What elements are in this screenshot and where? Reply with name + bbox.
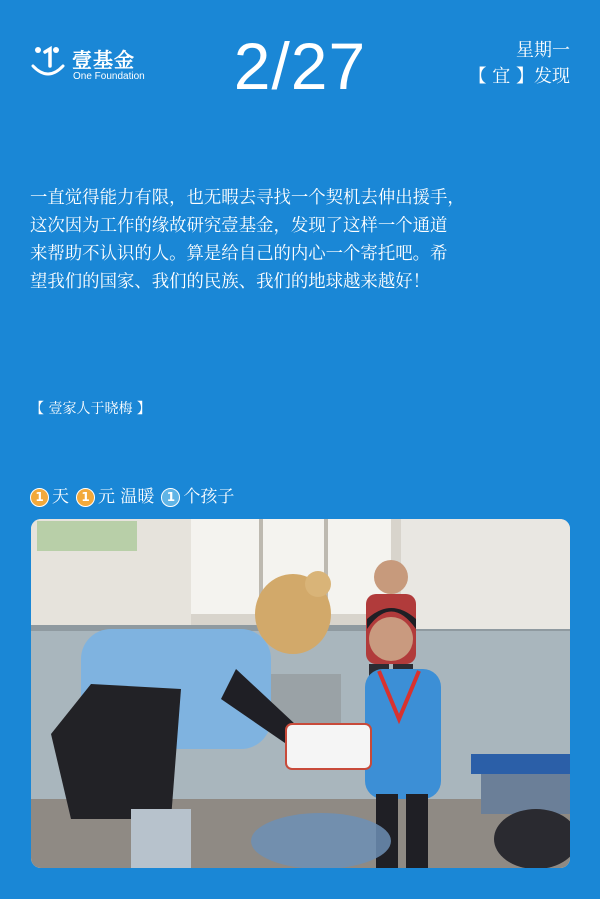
brand-name-cn: 壹基金	[72, 48, 135, 72]
slogan-word: 天	[52, 487, 69, 507]
quote-text	[30, 184, 575, 296]
weekday: 星期一	[516, 40, 570, 61]
slogan	[30, 486, 241, 508]
volunteer-photo	[31, 519, 570, 868]
brand-name-en: One Foundation	[73, 71, 145, 82]
quote-line: 这次因为工作的缘故研究壹基金，发现了这样一个通道	[30, 216, 448, 236]
photo-illustration	[31, 519, 570, 868]
day-info	[469, 38, 570, 90]
quote-line: 一直觉得能力有限，也无暇去寻找一个契机去伸出援手，	[30, 188, 465, 208]
quote-line: 望我们的国家、我们的民族、我们的地球越来越好！	[30, 272, 430, 292]
number-one-badge: 1	[76, 488, 95, 507]
quote-author: 【 壹家人于晓梅 】	[30, 401, 151, 417]
quote-line: 来帮助不认识的人。算是给自己的内心一个寄托吧。希	[30, 244, 448, 264]
daily-suggestion: 【 宜 】发现	[468, 66, 570, 87]
date-display: 2/27	[233, 29, 367, 103]
number-one-badge: 1	[161, 488, 180, 507]
slogan-word: 元 温暖	[98, 487, 155, 507]
number-one-badge: 1	[30, 488, 49, 507]
slogan-word: 个孩子	[183, 487, 235, 507]
